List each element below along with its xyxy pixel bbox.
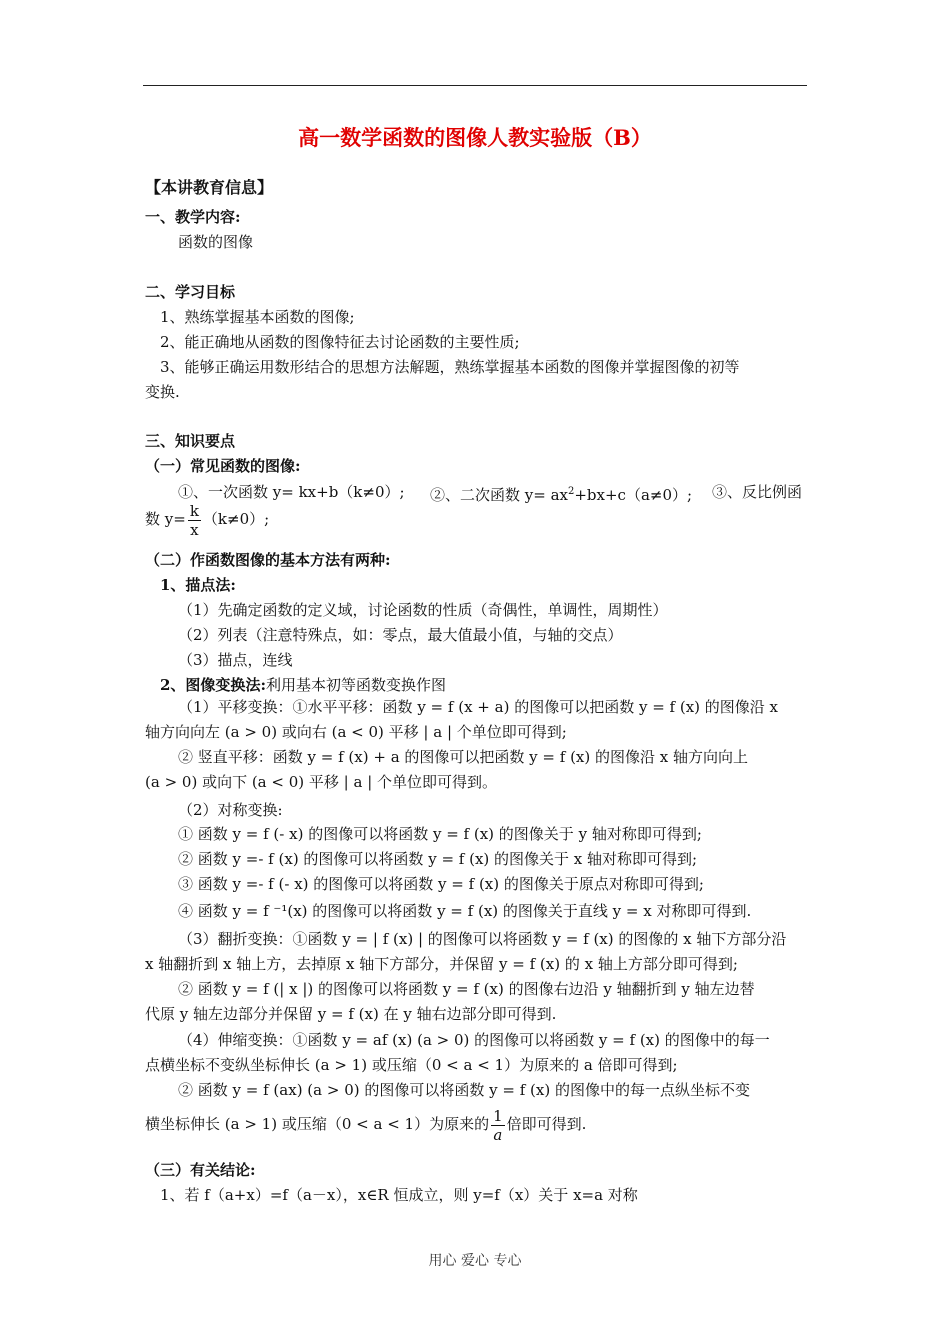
goal-item-3: 3、能够正确运用数形结合的思想方法解题，熟练掌握基本函数的图像并掌握图像的初等: [160, 358, 740, 376]
method-2: 2、图像变换法:利用基本初等函数变换作图: [160, 676, 446, 694]
linear-function: ①、一次函数 y= kx+b（k≠0）;: [178, 483, 405, 501]
quadratic-function: ②、二次函数 $y= ax^2+bx+c(a\ne 0)$;: [430, 486, 693, 504]
symmetry-item-4: ④ 函数 y = f ⁻¹(x) 的图像可以将函数 y = f (x) 的图像关于直线 y = x 对称即可得到.: [178, 902, 752, 920]
symmetry-item-1: ① 函数 y = f (- x) 的图像可以将函数 y = f (x) 的图像关于 y 轴对称即可得到;: [178, 825, 702, 843]
method-1-step-2: （2）列表（注意特殊点，如：零点，最大值最小值，与轴的交点）: [178, 626, 623, 644]
stretch-line-1: （4）伸缩变换：①函数 y = af (x) (a > 0) 的图像可以将函数 y = f (x) 的图像中的每一: [178, 1031, 770, 1049]
page-footer: 用心 爱心 专心: [428, 1253, 522, 1269]
stretch-line-4: 横坐标伸长 (a > 1) 或压缩（0 < a < 1）为原来的 $\frac{1}{a}$ 倍即可得到.: [145, 1106, 587, 1144]
method-1-step-1: （1）先确定函数的定义域，讨论函数的性质（奇偶性，单调性，周期性）: [178, 601, 668, 619]
section-3-heading: 三、知识要点: [145, 432, 236, 450]
sub-1-heading: （一）常见函数的图像:: [145, 457, 301, 475]
conclusion-item-1: 1、若 f（a+x）=f（a－x），x∈R 恒成立，则 y=f（x）关于 x=a 对称: [160, 1186, 638, 1204]
section-2-heading: 二、学习目标: [145, 283, 236, 301]
method-1-step-3: （3）描点，连线: [178, 651, 293, 669]
translation-line-4: (a > 0) 或向下 (a < 0) 平移 | a | 个单位即可得到。: [145, 773, 498, 791]
translation-line-3: ② 竖直平移：函数 y = f (x) + a 的图像可以把函数 y = f (x) 的图像沿 x 轴方向向上: [178, 748, 749, 766]
sub-3-heading: （三）有关结论:: [145, 1161, 256, 1179]
goal-item-1: 1、熟练掌握基本函数的图像;: [160, 308, 355, 326]
goal-item-3-cont: 变换.: [145, 383, 180, 401]
goal-item-2: 2、能正确地从函数的图像特征去讨论函数的主要性质;: [160, 333, 520, 351]
flip-line-3: ② 函数 y = f (| x |) 的图像可以将函数 y = f (x) 的图像右边沿 y 轴翻折到 y 轴左边替: [178, 980, 755, 998]
flip-line-1: （3）翻折变换：①函数 y = | f (x) | 的图像可以将函数 y = f (x) 的图像的 x 轴下方部分沿: [178, 930, 787, 948]
symmetry-item-2: ② 函数 y =- f (x) 的图像可以将函数 y = f (x) 的图像关于 x 轴对称即可得到;: [178, 850, 698, 868]
section-1-heading: 一、教学内容:: [145, 208, 241, 226]
symmetry-heading: （2）对称变换:: [178, 801, 283, 819]
sub-2-heading: （二）作函数图像的基本方法有两种:: [145, 551, 391, 569]
stretch-line-3: ② 函数 y = f (ax) (a > 0) 的图像可以将函数 y = f (x) 的图像中的每一点纵坐标不变: [178, 1081, 750, 1099]
section-1-content: 函数的图像: [178, 233, 254, 251]
stretch-line-2: 点横坐标不变纵坐标伸长 (a > 1) 或压缩（0 < a < 1）为原来的 a 倍即可得到;: [145, 1056, 678, 1074]
inverse-function-formula: 数 y= $\frac{k}{x}$ （k≠0）;: [145, 501, 270, 539]
fraction-k-over-x: $\frac{k}{x}$: [189, 501, 199, 539]
symmetry-item-3: ③ 函数 y =- f (- x) 的图像可以将函数 y = f (x) 的图像关于原点对称即可得到;: [178, 875, 704, 893]
header-rule: [143, 85, 807, 86]
fraction-1-over-a: $\frac{1}{a}$: [493, 1106, 503, 1144]
inverse-function-label: ③、反比例函: [712, 483, 803, 501]
method-1-heading: 1、描点法:: [160, 576, 236, 594]
info-header: 【本讲教育信息】: [145, 178, 274, 197]
translation-line-2: 轴方向向左 (a > 0) 或向右 (a < 0) 平移 | a | 个单位即可得到;: [145, 723, 567, 741]
page-title: 高一数学函数的图像人教实验版（B）: [298, 125, 652, 150]
flip-line-2: x 轴翻折到 x 轴上方，去掉原 x 轴下方部分，并保留 y = f (x) 的 x 轴上方部分即可得到;: [145, 955, 738, 973]
translation-line-1: （1）平移变换：①水平平移：函数 y = f (x + a) 的图像可以把函数 y = f (x) 的图像沿 x: [178, 698, 779, 716]
flip-line-4: 代原 y 轴左边部分并保留 y = f (x) 在 y 轴右边部分即可得到.: [145, 1005, 557, 1023]
